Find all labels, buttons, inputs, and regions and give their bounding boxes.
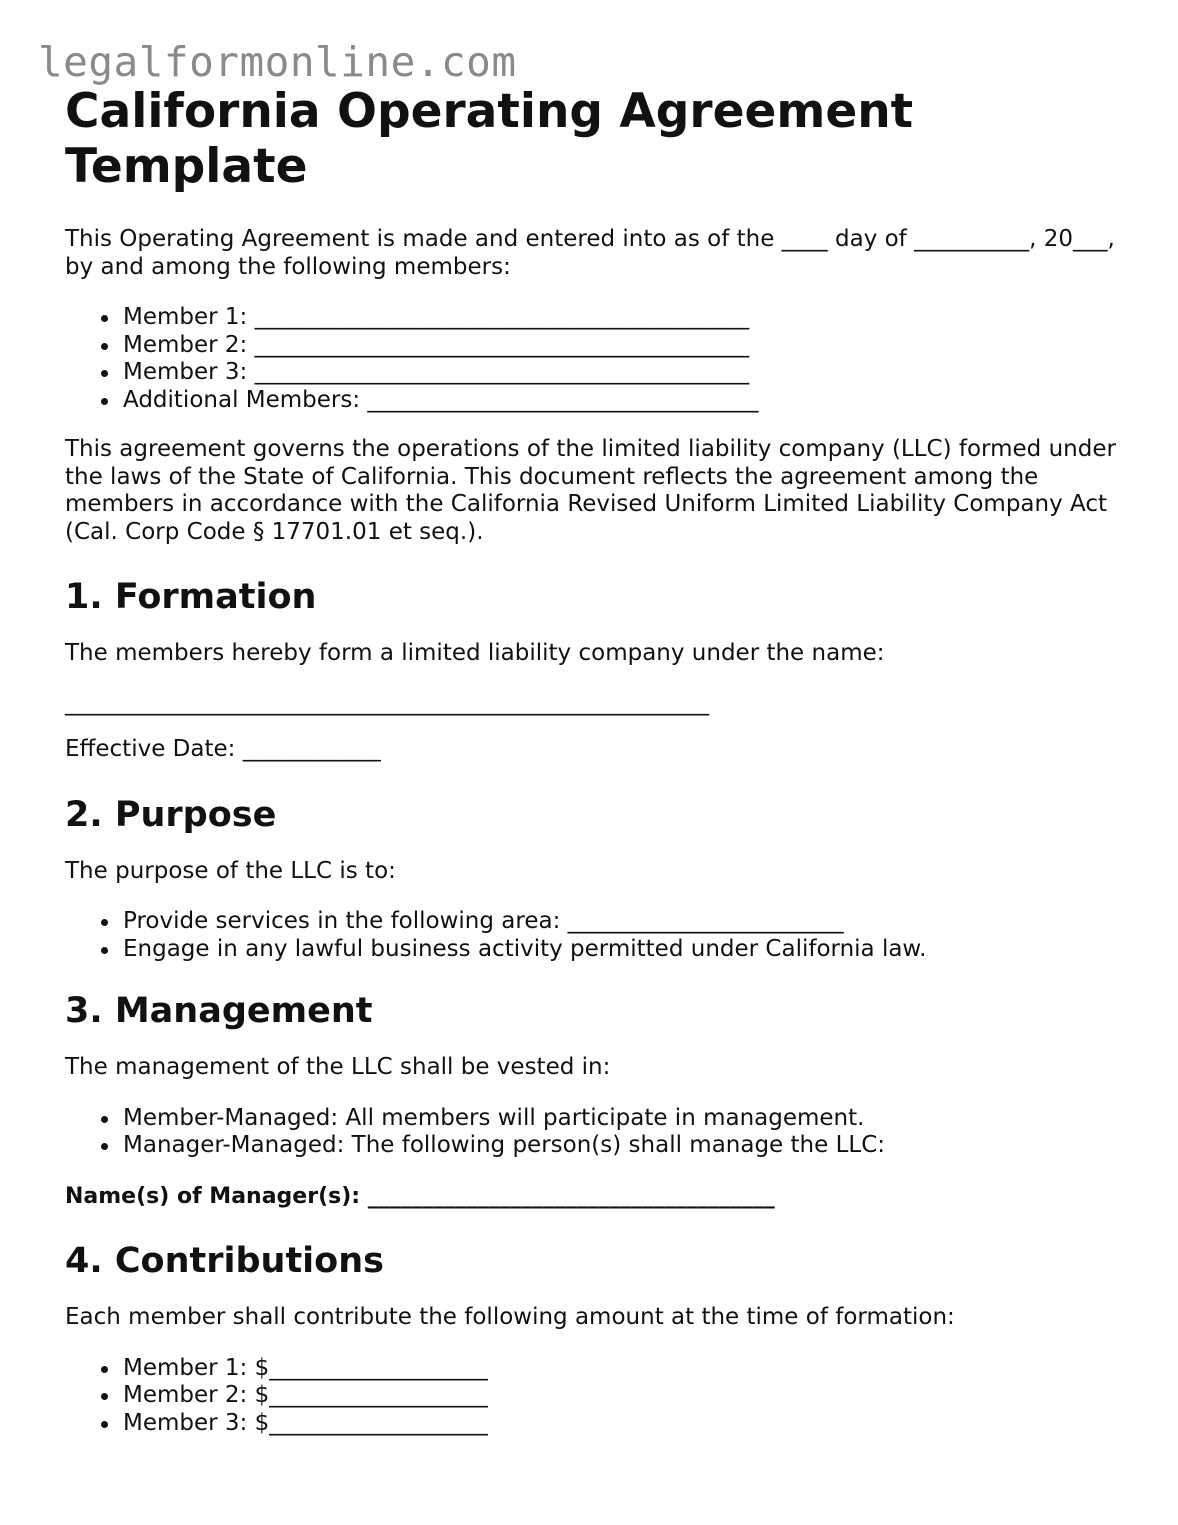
- section-heading-formation: 1. Formation: [65, 577, 317, 617]
- document: [65, 84, 1125, 1437]
- governs-paragraph: This agreement governs the operations of the limited liability company (LLC) formed under the laws of the State of California. This document reflects the agreement among the members in accordance with the California Revised Uniform Limited Liability Company Act (Cal. Corp Code § 17701.01 et seq.).: [65, 436, 1116, 545]
- list-item: Engage in any lawful business activity permitted under California law.: [123, 936, 1125, 964]
- management-text: The management of the LLC shall be vested in:: [65, 1054, 611, 1080]
- purpose-list: [65, 908, 1125, 963]
- effective-date: Effective Date: ____________: [65, 736, 381, 762]
- page-title: California Operating Agreement Template: [65, 84, 914, 194]
- list-item: Member-Managed: All members will participate in management.: [123, 1105, 1125, 1133]
- purpose-text: The purpose of the LLC is to:: [65, 857, 396, 884]
- list-item: Member 2: ___________________________________________: [123, 332, 1125, 360]
- list-item: Manager-Managed: The following person(s) shall manage the LLC:: [123, 1132, 1125, 1160]
- contributions-list: [65, 1355, 1125, 1438]
- list-item: Member 3: ___________________________________________: [123, 359, 1125, 387]
- formation-text: The members hereby form a limited liability company under the name:: [65, 640, 885, 666]
- list-item: Additional Members: __________________________________: [123, 387, 1125, 415]
- watermark: legalformonline.com: [38, 38, 517, 86]
- contributions-text: Each member shall contribute the following amount at the time of formation:: [65, 1304, 955, 1330]
- section-heading-purpose: 2. Purpose: [65, 794, 277, 835]
- company-name-line: ________________________________________________________: [65, 689, 709, 716]
- section-heading-contributions: 4. Contributions: [65, 1241, 384, 1281]
- manager-names-field: Name(s) of Manager(s): _____________________________________: [65, 1183, 775, 1209]
- list-item: Member 1: ___________________________________________: [123, 304, 1125, 332]
- management-list: [65, 1105, 1125, 1160]
- list-item: Member 2: $___________________: [123, 1382, 1125, 1410]
- list-item: Provide services in the following area: ________________________: [123, 908, 1125, 936]
- section-heading-management: 3. Management: [65, 991, 373, 1031]
- list-item: Member 1: $___________________: [123, 1355, 1125, 1383]
- intro-paragraph: This Operating Agreement is made and entered into as of the ____ day of __________, 20___, by and among the following members:: [65, 226, 1115, 280]
- members-list: [65, 304, 1125, 414]
- list-item: Member 3: $___________________: [123, 1410, 1125, 1438]
